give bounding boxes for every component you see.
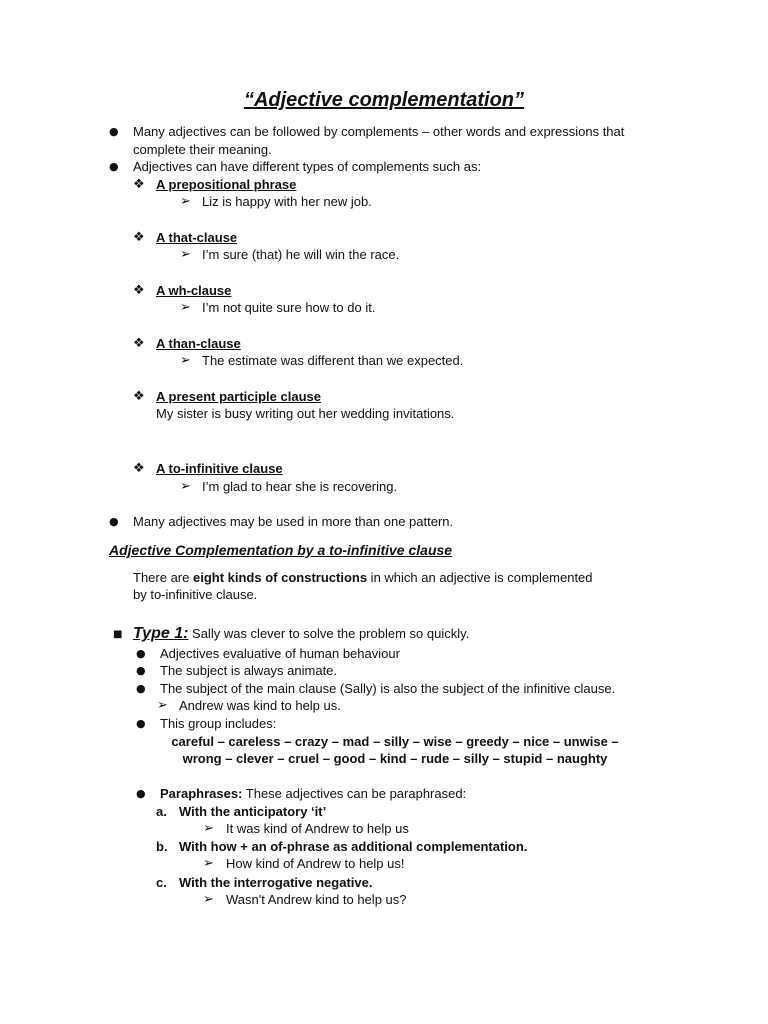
arrow-bullet-icon: ➢ xyxy=(180,194,191,209)
complement-heading: A prepositional phrase xyxy=(156,177,297,192)
section-heading: Adjective Complementation by a to-infinitive clause xyxy=(109,542,453,558)
type1-point: Adjectives evaluative of human behaviour xyxy=(160,646,400,661)
bullet-icon: ● xyxy=(136,787,146,800)
arrow-bullet-icon: ➢ xyxy=(180,300,191,315)
complement-example: I’m glad to hear she is recovering. xyxy=(202,479,398,494)
paraphrase-letter: a. xyxy=(156,804,167,819)
complement-heading: A than-clause xyxy=(156,336,241,351)
intro-bullet-1-line1: Many adjectives can be followed by complements – other words and expressions that xyxy=(133,124,625,139)
arrow-bullet-icon: ➢ xyxy=(157,698,168,713)
type1-point: The subject is always animate. xyxy=(160,663,338,678)
type1-label: Type 1: xyxy=(133,625,189,642)
type1-line xyxy=(133,624,469,644)
complement-example: I’m not quite sure how to do it. xyxy=(202,300,376,315)
arrow-bullet-icon: ➢ xyxy=(180,479,191,494)
type1-example: Andrew was kind to help us. xyxy=(179,698,341,713)
arrow-bullet-icon: ➢ xyxy=(203,856,214,871)
diamond-bullet-icon: ❖ xyxy=(133,283,145,298)
intro-bullet-3: Many adjectives may be used in more than one pattern. xyxy=(133,514,454,529)
complement-example: My sister is busy writing out her wedding invitations. xyxy=(156,406,455,421)
complement-heading: A to-infinitive clause xyxy=(156,461,283,476)
bullet-icon: ● xyxy=(136,717,146,730)
paraphrase-example: It was kind of Andrew to help us xyxy=(226,821,409,836)
type1-adjectives-line2: wrong – clever – cruel – good – kind – rude – silly – stupid – naughty xyxy=(182,751,608,766)
constructions-bold: eight kinds of constructions xyxy=(192,570,368,585)
complement-example: Liz is happy with her new job. xyxy=(202,194,372,209)
paraphrase-example: Wasn't Andrew kind to help us? xyxy=(226,892,407,907)
complement-example: I’m sure (that) he will win the race. xyxy=(202,247,400,262)
paraphrase-example: How kind of Andrew to help us! xyxy=(226,856,405,871)
bullet-icon: ● xyxy=(136,682,146,695)
arrow-bullet-icon: ➢ xyxy=(180,247,191,262)
intro-bullet-1-line2: complete their meaning. xyxy=(133,142,272,157)
diamond-bullet-icon: ❖ xyxy=(133,389,145,404)
constructions-pre: There are xyxy=(133,570,193,585)
bullet-icon: ● xyxy=(109,515,119,528)
type1-point: The subject of the main clause (Sally) is also the subject of the infinitive clause. xyxy=(160,681,616,696)
complement-heading: A wh-clause xyxy=(156,283,232,298)
type1-sentence: Sally was clever to solve the problem so quickly. xyxy=(188,626,470,641)
constructions-line2: by to-infinitive clause. xyxy=(133,587,258,602)
constructions-post: in which an adjective is complemented xyxy=(367,570,593,585)
arrow-bullet-icon: ➢ xyxy=(180,353,191,368)
paraphrase-letter: c. xyxy=(156,875,167,890)
complement-heading: A that-clause xyxy=(156,230,238,245)
complement-example: The estimate was different than we expected. xyxy=(202,353,464,368)
diamond-bullet-icon: ❖ xyxy=(133,461,145,476)
paraphrases-text: These adjectives can be paraphrased: xyxy=(242,786,467,801)
bullet-icon: ● xyxy=(109,160,119,173)
diamond-bullet-icon: ❖ xyxy=(133,230,145,245)
paraphrase-heading: With how + an of-phrase as additional complementation. xyxy=(179,839,528,854)
constructions-line1 xyxy=(133,570,593,586)
bullet-icon: ● xyxy=(109,125,119,138)
diamond-bullet-icon: ❖ xyxy=(133,177,145,192)
type1-adjectives-line1: careful – careless – crazy – mad – silly – wise – greedy – nice – unwise – xyxy=(171,734,619,749)
arrow-bullet-icon: ➢ xyxy=(203,892,214,907)
paraphrase-heading: With the interrogative negative. xyxy=(179,875,373,890)
paraphrase-heading: With the anticipatory ‘it’ xyxy=(179,804,327,819)
page-title: “Adjective complementation” xyxy=(243,89,525,111)
intro-bullet-2: Adjectives can have different types of complements such as: xyxy=(133,159,482,174)
diamond-bullet-icon: ❖ xyxy=(133,336,145,351)
paraphrases-line xyxy=(160,786,466,802)
paraphrase-letter: b. xyxy=(156,839,168,854)
paraphrases-label: Paraphrases: xyxy=(160,786,243,801)
square-bullet-icon: ■ xyxy=(113,629,123,640)
type1-includes-label: This group includes: xyxy=(160,716,277,731)
arrow-bullet-icon: ➢ xyxy=(203,821,214,836)
bullet-icon: ● xyxy=(136,647,146,660)
bullet-icon: ● xyxy=(136,664,146,677)
complement-heading: A present participle clause xyxy=(156,389,321,404)
